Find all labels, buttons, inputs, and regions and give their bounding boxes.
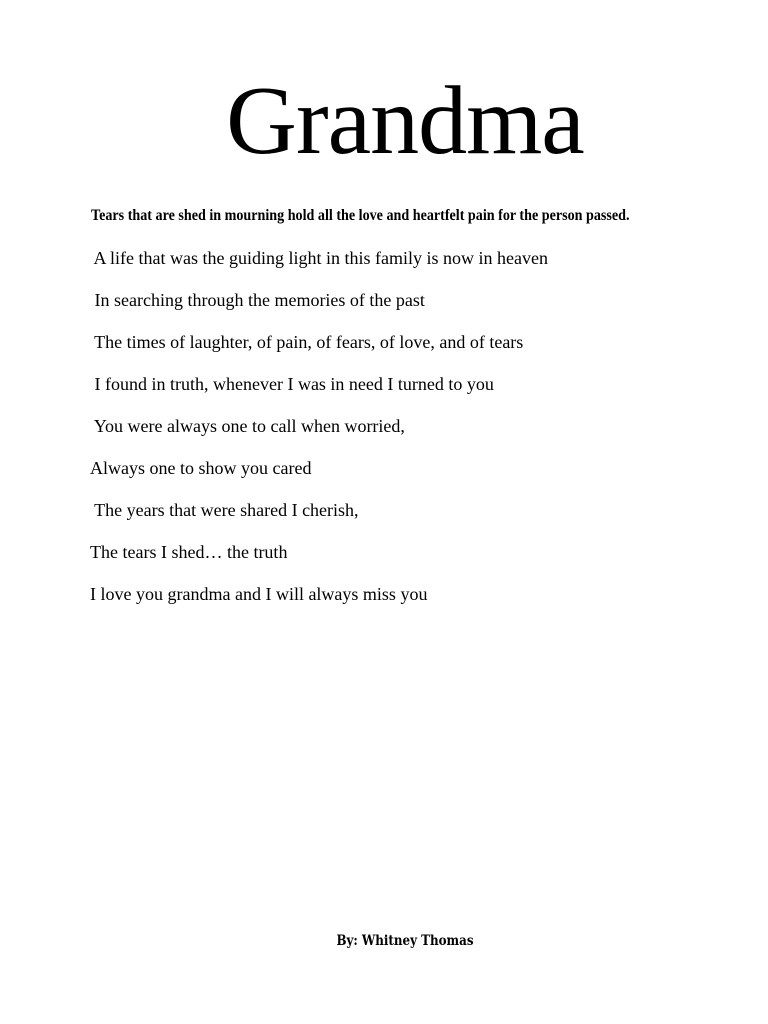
poem-line: Always one to show you cared — [90, 458, 312, 478]
poem-line: You were always one to call when worried, — [90, 416, 405, 436]
poem-title: Grandma — [226, 67, 584, 175]
poem-body — [90, 244, 548, 622]
poem-line: In searching through the memories of the past — [90, 290, 425, 310]
author-byline: By: Whitney Thomas — [336, 933, 474, 949]
poem-intro: Tears that are shed in mourning hold all the love and heartfelt pain for the person passed. — [91, 207, 630, 224]
poem-line: I found in truth, whenever I was in need I turned to you — [90, 374, 494, 394]
poem-line: I love you grandma and I will always miss you — [90, 584, 428, 604]
poem-line: A life that was the guiding light in this family is now in heaven — [90, 248, 548, 268]
poem-line: The times of laughter, of pain, of fears, of love, and of tears — [90, 332, 524, 352]
poem-line: The years that were shared I cherish, — [90, 500, 359, 520]
poem-line: The tears I shed… the truth — [90, 542, 288, 562]
